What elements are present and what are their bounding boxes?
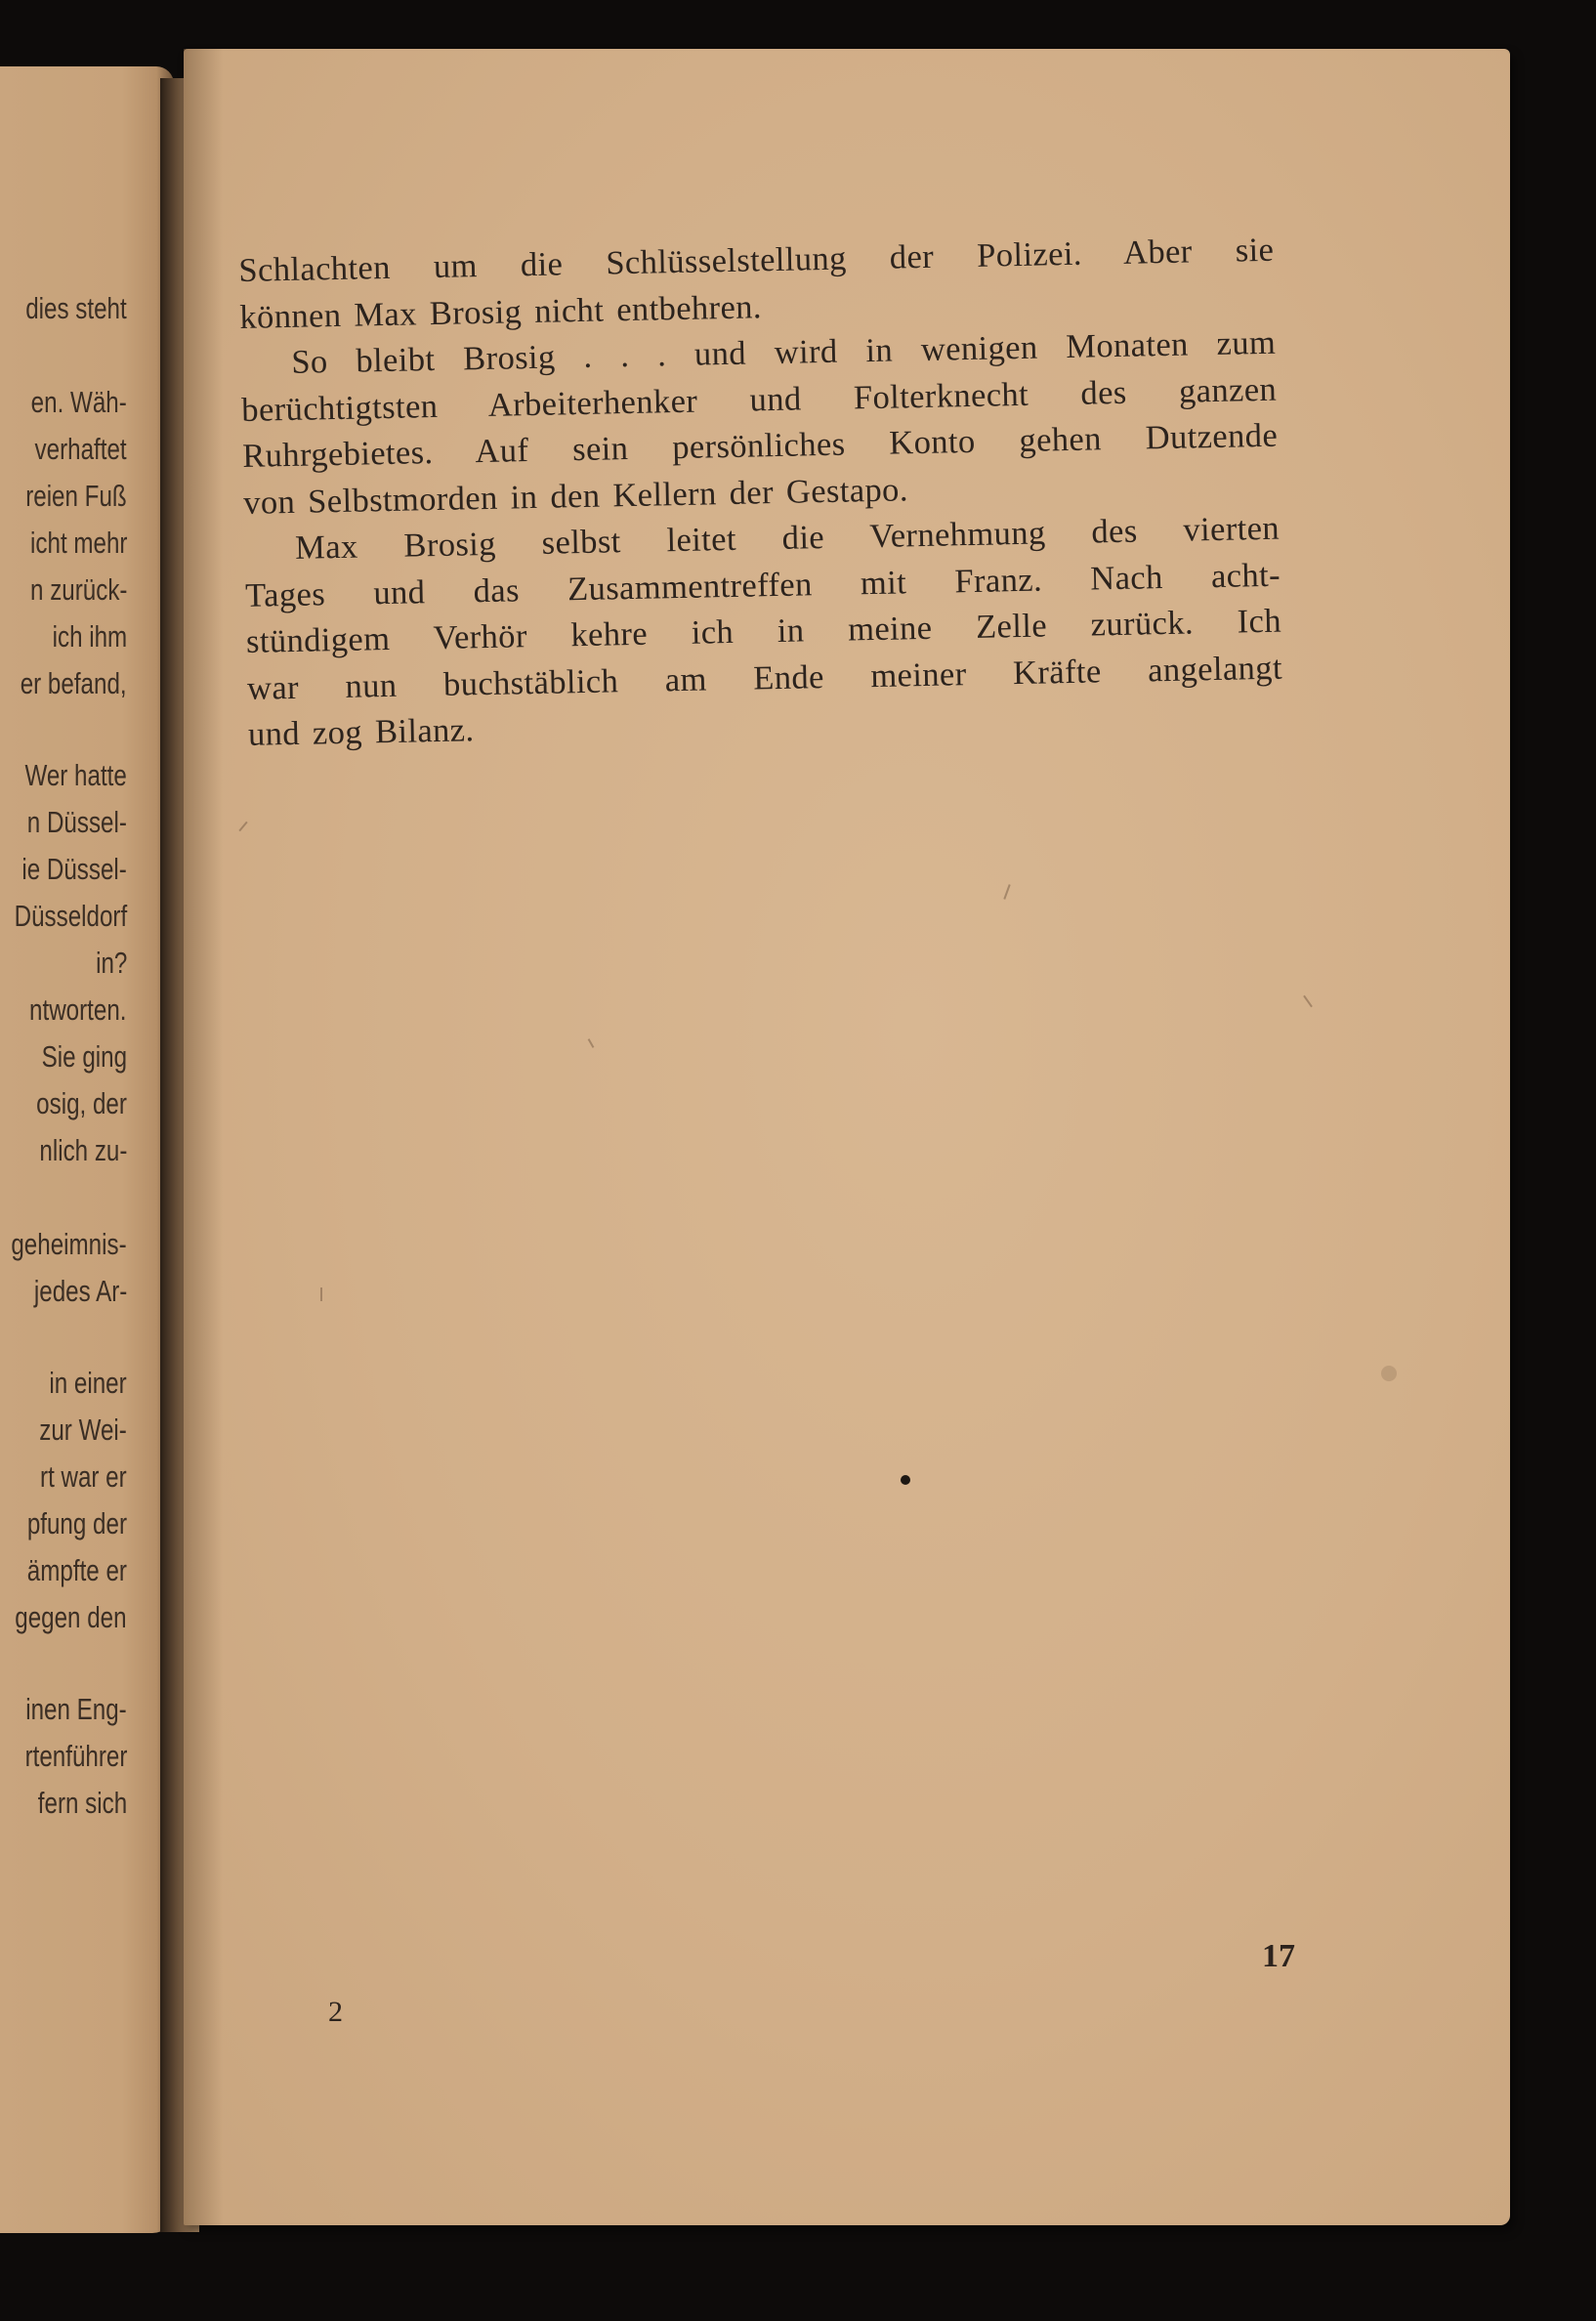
left-page [0,66,174,2233]
left-page-line: Düsseldorf [14,899,127,933]
left-page-line: n Düssel- [26,805,127,839]
left-page-line: Sie ging [41,1039,127,1074]
left-page-line: fern sich [37,1786,127,1820]
left-page-line: reien Fuß [25,479,127,513]
page-edge-shadow [184,49,223,2225]
left-page-line: en. Wäh- [30,385,127,419]
left-page-line: geheimnis- [11,1227,127,1261]
text-line: Schlachten um die Schlüsselstellung der Polizei. Aber sie [238,231,1275,289]
left-page-line: ie Düssel- [21,852,127,886]
text-line: Max Brosig selbst leitet die Vernehmung des vierten [294,509,1281,567]
left-page-line: icht mehr [29,526,127,560]
left-page-line: in? [95,946,127,980]
text-line: und zog Bilanz. [247,711,475,753]
text-line: berüchtigtsten Arbeiterhenker und Folterknecht des ganzen [240,370,1278,429]
left-page-line: gegen den [15,1600,127,1634]
left-page-line: ämpfte er [26,1553,127,1587]
left-page-line: rt war er [40,1459,127,1494]
left-page-line: verhaftet [34,432,127,466]
body-text [238,228,1283,759]
left-page-line: Wer hatte [24,758,127,792]
text-line: stündigem Verhör kehre ich in meine Zelle zurück. Ich [245,602,1282,660]
text-line: Ruhrgebietes. Auf sein persönliches Konto gehen Dutzende [241,416,1279,475]
text-line: So bleibt Brosig . . . und wird in wenigen Monaten zum [290,323,1277,381]
page-number: 17 [1262,1938,1295,1974]
text-line: war nun buchstäblich am Ende meiner Kräfte angelangt [246,649,1283,707]
left-page-line: in einer [49,1366,127,1400]
left-page-line: jedes Ar- [33,1274,127,1308]
left-page-line: inen Eng- [25,1692,127,1726]
signature-mark: 2 [328,1996,343,2028]
text-line: von Selbstmorden in den Kellern der Gestapo. [242,470,909,522]
left-page-line: zur Wei- [39,1413,127,1447]
paper-stain [1381,1366,1397,1381]
text-line: Tages und das Zusammentreffen mit Franz. Nach acht- [244,556,1281,614]
left-page-line: er befand, [21,666,127,700]
left-page-line: ich ihm [52,619,127,654]
paper-speck [320,1287,322,1301]
left-page-line: pfung der [26,1506,127,1540]
left-page-line: n zurück- [29,572,127,607]
left-page-line: dies steht [25,291,127,325]
ink-dot [901,1475,910,1485]
left-page-line: osig, der [36,1086,127,1120]
text-line: können Max Brosig nicht entbehren. [239,287,763,336]
left-page-line: ntworten. [29,992,127,1027]
left-page-line: nlich zu- [38,1133,127,1167]
left-page-line: rtenführer [24,1739,127,1773]
